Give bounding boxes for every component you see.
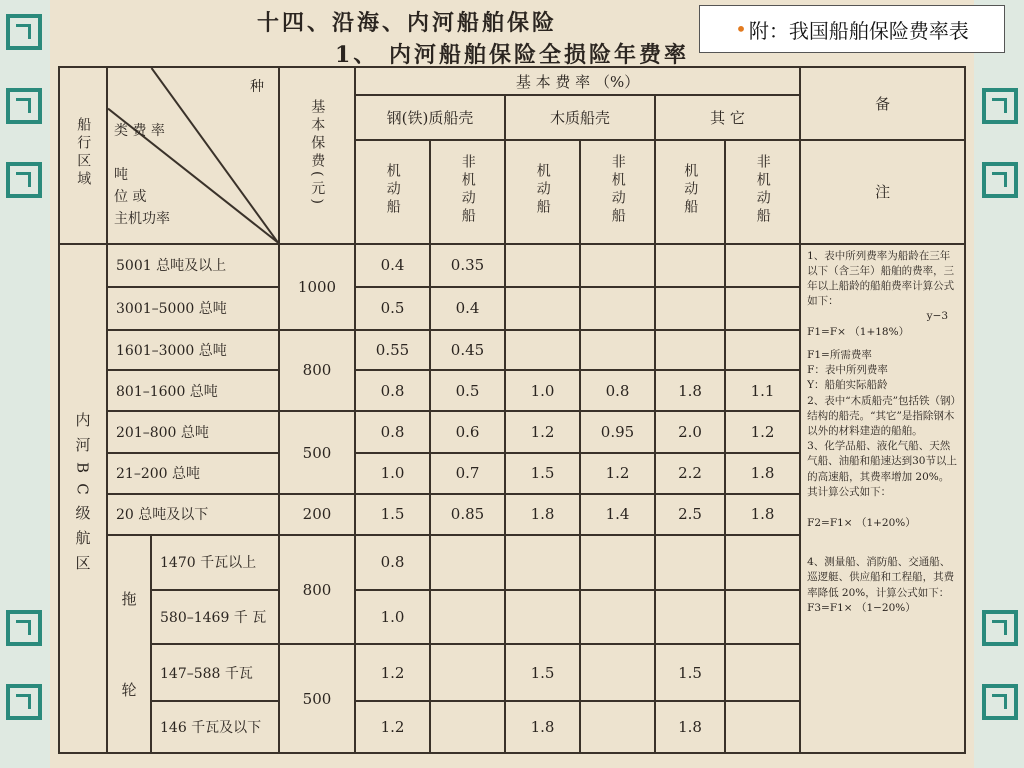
base-fee-header: 基本保费(元)	[279, 67, 355, 244]
remarks-header: 备	[800, 67, 965, 140]
rate-cell: 0.7	[430, 453, 505, 495]
sub-header: 机动船	[655, 140, 725, 244]
rate-cell: 1.2	[725, 411, 800, 453]
fret-ornament	[982, 684, 1018, 720]
base-fee-cell: 500	[279, 644, 355, 753]
rate-cell	[655, 244, 725, 288]
insurance-rate-table	[58, 66, 966, 754]
fret-ornament	[6, 88, 42, 124]
rate-cell	[430, 701, 505, 753]
rate-cell	[580, 644, 655, 701]
tonnage-cell: 21–200 总吨	[107, 453, 279, 495]
appendix-callout-text: 附：我国船舶保险费率表	[748, 18, 969, 43]
rate-cell: 1.0	[355, 590, 430, 645]
rate-cell: 0.95	[580, 411, 655, 453]
rate-cell	[655, 535, 725, 590]
rate-cell: 1.8	[655, 701, 725, 753]
rate-cell: 0.4	[430, 287, 505, 330]
rate-cell: 1.8	[505, 701, 580, 753]
rate-cell	[655, 330, 725, 371]
corner-ton-label: 主机功率	[114, 211, 170, 227]
rate-cell: 1.8	[725, 494, 800, 535]
fret-ornament	[6, 162, 42, 198]
rate-cell	[430, 644, 505, 701]
note-line: 4、测量船、消防船、交通船、巡逻艇、供应船和工程船，其费率降低 20%，计算公式如下：	[807, 556, 955, 599]
rate-cell: 1.5	[655, 644, 725, 701]
rate-cell: 1.0	[355, 453, 430, 495]
rate-cell	[725, 590, 800, 645]
rate-cell: 2.0	[655, 411, 725, 453]
group-header-wood: 木质船壳	[505, 95, 655, 140]
rate-cell	[505, 330, 580, 371]
tonnage-cell: 3001–5000 总吨	[107, 287, 279, 330]
group-header-other: 其 它	[655, 95, 800, 140]
rate-cell: 0.45	[430, 330, 505, 371]
note-line: F1=F× （1+18%）	[807, 325, 910, 338]
rate-cell	[505, 244, 580, 288]
rate-cell: 1.2	[580, 453, 655, 495]
rate-cell	[580, 330, 655, 371]
rate-cell	[725, 644, 800, 701]
rate-cell: 2.5	[655, 494, 725, 535]
note-line: F1=所需费率 F：表中所列费率 Y：船舶实际船龄	[807, 348, 888, 392]
left-decorative-border	[0, 0, 52, 768]
rate-cell	[580, 590, 655, 645]
appendix-callout	[699, 5, 1005, 53]
rate-cell: 1.8	[725, 453, 800, 495]
scanned-document	[50, 0, 974, 768]
document-subtitle: 1、 内河船舶保险全损险年费率	[335, 42, 689, 68]
document-title: 十四、沿海、内河船舶保险	[256, 10, 557, 36]
rate-cell	[430, 590, 505, 645]
rate-cell: 1.5	[505, 453, 580, 495]
rate-cell: 0.8	[355, 370, 430, 411]
group-header-steel: 钢(铁)质船壳	[355, 95, 505, 140]
rate-cell	[580, 535, 655, 590]
basic-rate-header: 基 本 费 率 （%）	[355, 67, 800, 95]
rate-cell: 0.8	[355, 535, 430, 590]
rate-cell: 0.6	[430, 411, 505, 453]
rate-cell: 0.55	[355, 330, 430, 371]
note-line: F2=F1× （1+20%）	[807, 517, 916, 530]
power-cell: 580–1469 千 瓦	[151, 590, 279, 645]
rate-cell	[505, 590, 580, 645]
fret-ornament	[982, 162, 1018, 198]
corner-header	[107, 67, 279, 244]
rate-cell: 0.4	[355, 244, 430, 288]
rate-cell: 1.2	[505, 411, 580, 453]
tonnage-cell: 201–800 总吨	[107, 411, 279, 453]
tonnage-cell: 20 总吨及以下	[107, 494, 279, 535]
rate-cell: 1.1	[725, 370, 800, 411]
sub-header: 非机动船	[430, 140, 505, 244]
rate-cell	[725, 244, 800, 288]
rate-cell	[655, 590, 725, 645]
power-cell: 147–588 千瓦	[151, 644, 279, 701]
fret-ornament	[982, 88, 1018, 124]
rate-cell: 0.8	[580, 370, 655, 411]
rate-cell	[725, 330, 800, 371]
bullet-icon: •	[735, 17, 747, 41]
rate-cell: 0.85	[430, 494, 505, 535]
rate-cell: 1.2	[355, 644, 430, 701]
note-line: 3、化学品船、液化气船、天然气船、油船和船速达到30节以上的高速船，其费率增加 20%。其计算公式如下：	[807, 440, 957, 498]
rate-cell: 0.35	[430, 244, 505, 288]
fret-ornament	[6, 610, 42, 646]
sub-header: 机动船	[505, 140, 580, 244]
rate-cell	[725, 287, 800, 330]
rate-cell	[430, 535, 505, 590]
note-line: 2、表中“木质船壳”包括铁（钢）结构的船壳。“其它”是指除钢木以外的材料建造的船舶。	[807, 394, 956, 437]
tug-label: 拖 轮	[107, 535, 151, 753]
corner-ton-label: 吨	[114, 167, 128, 183]
fret-ornament	[982, 610, 1018, 646]
fret-ornament	[6, 684, 42, 720]
base-fee-cell: 800	[279, 535, 355, 645]
rate-cell	[580, 287, 655, 330]
note-line: y−3	[926, 310, 949, 323]
rate-cell: 0.5	[430, 370, 505, 411]
rate-cell	[655, 287, 725, 330]
rate-cell: 1.8	[655, 370, 725, 411]
rate-cell: 0.5	[355, 287, 430, 330]
fret-ornament	[6, 14, 42, 50]
sub-header: 非机动船	[725, 140, 800, 244]
corner-rate-label: 类 费 率	[114, 123, 165, 139]
base-fee-cell: 1000	[279, 244, 355, 330]
note-line: F3=F1× （1−20%）	[807, 601, 916, 614]
remarks-header-bottom: 注	[800, 140, 965, 244]
power-cell: 146 千瓦及以下	[151, 701, 279, 753]
rate-cell	[505, 535, 580, 590]
corner-ton-label: 位 或	[114, 189, 147, 205]
region-header: 船行区域	[59, 67, 107, 244]
sub-header: 非机动船	[580, 140, 655, 244]
tonnage-cell: 5001 总吨及以上	[107, 244, 279, 288]
remarks-notes	[800, 244, 965, 753]
rate-cell	[580, 244, 655, 288]
base-fee-cell: 800	[279, 330, 355, 411]
rate-cell	[505, 287, 580, 330]
rate-cell: 2.2	[655, 453, 725, 495]
region-label: 内河BC级航区	[59, 244, 107, 753]
tonnage-cell: 1601–3000 总吨	[107, 330, 279, 371]
sub-header: 机动船	[355, 140, 430, 244]
corner-kind-label: 种	[250, 79, 264, 95]
base-fee-cell: 200	[279, 494, 355, 535]
rate-cell: 1.4	[580, 494, 655, 535]
rate-cell: 1.0	[505, 370, 580, 411]
base-fee-cell: 500	[279, 411, 355, 494]
rate-cell: 1.5	[505, 644, 580, 701]
rate-cell: 1.5	[355, 494, 430, 535]
rate-cell	[725, 535, 800, 590]
power-cell: 1470 千瓦以上	[151, 535, 279, 590]
rate-cell	[725, 701, 800, 753]
tonnage-cell: 801–1600 总吨	[107, 370, 279, 411]
rate-cell: 1.2	[355, 701, 430, 753]
note-line: 1、表中所列费率为船龄在三年以下（含三年）船舶的费率，三年以上船龄的船舶费率计算公式如下：	[807, 249, 955, 308]
rate-cell: 1.8	[505, 494, 580, 535]
right-decorative-border	[972, 0, 1024, 768]
rate-cell	[580, 701, 655, 753]
rate-cell: 0.8	[355, 411, 430, 453]
